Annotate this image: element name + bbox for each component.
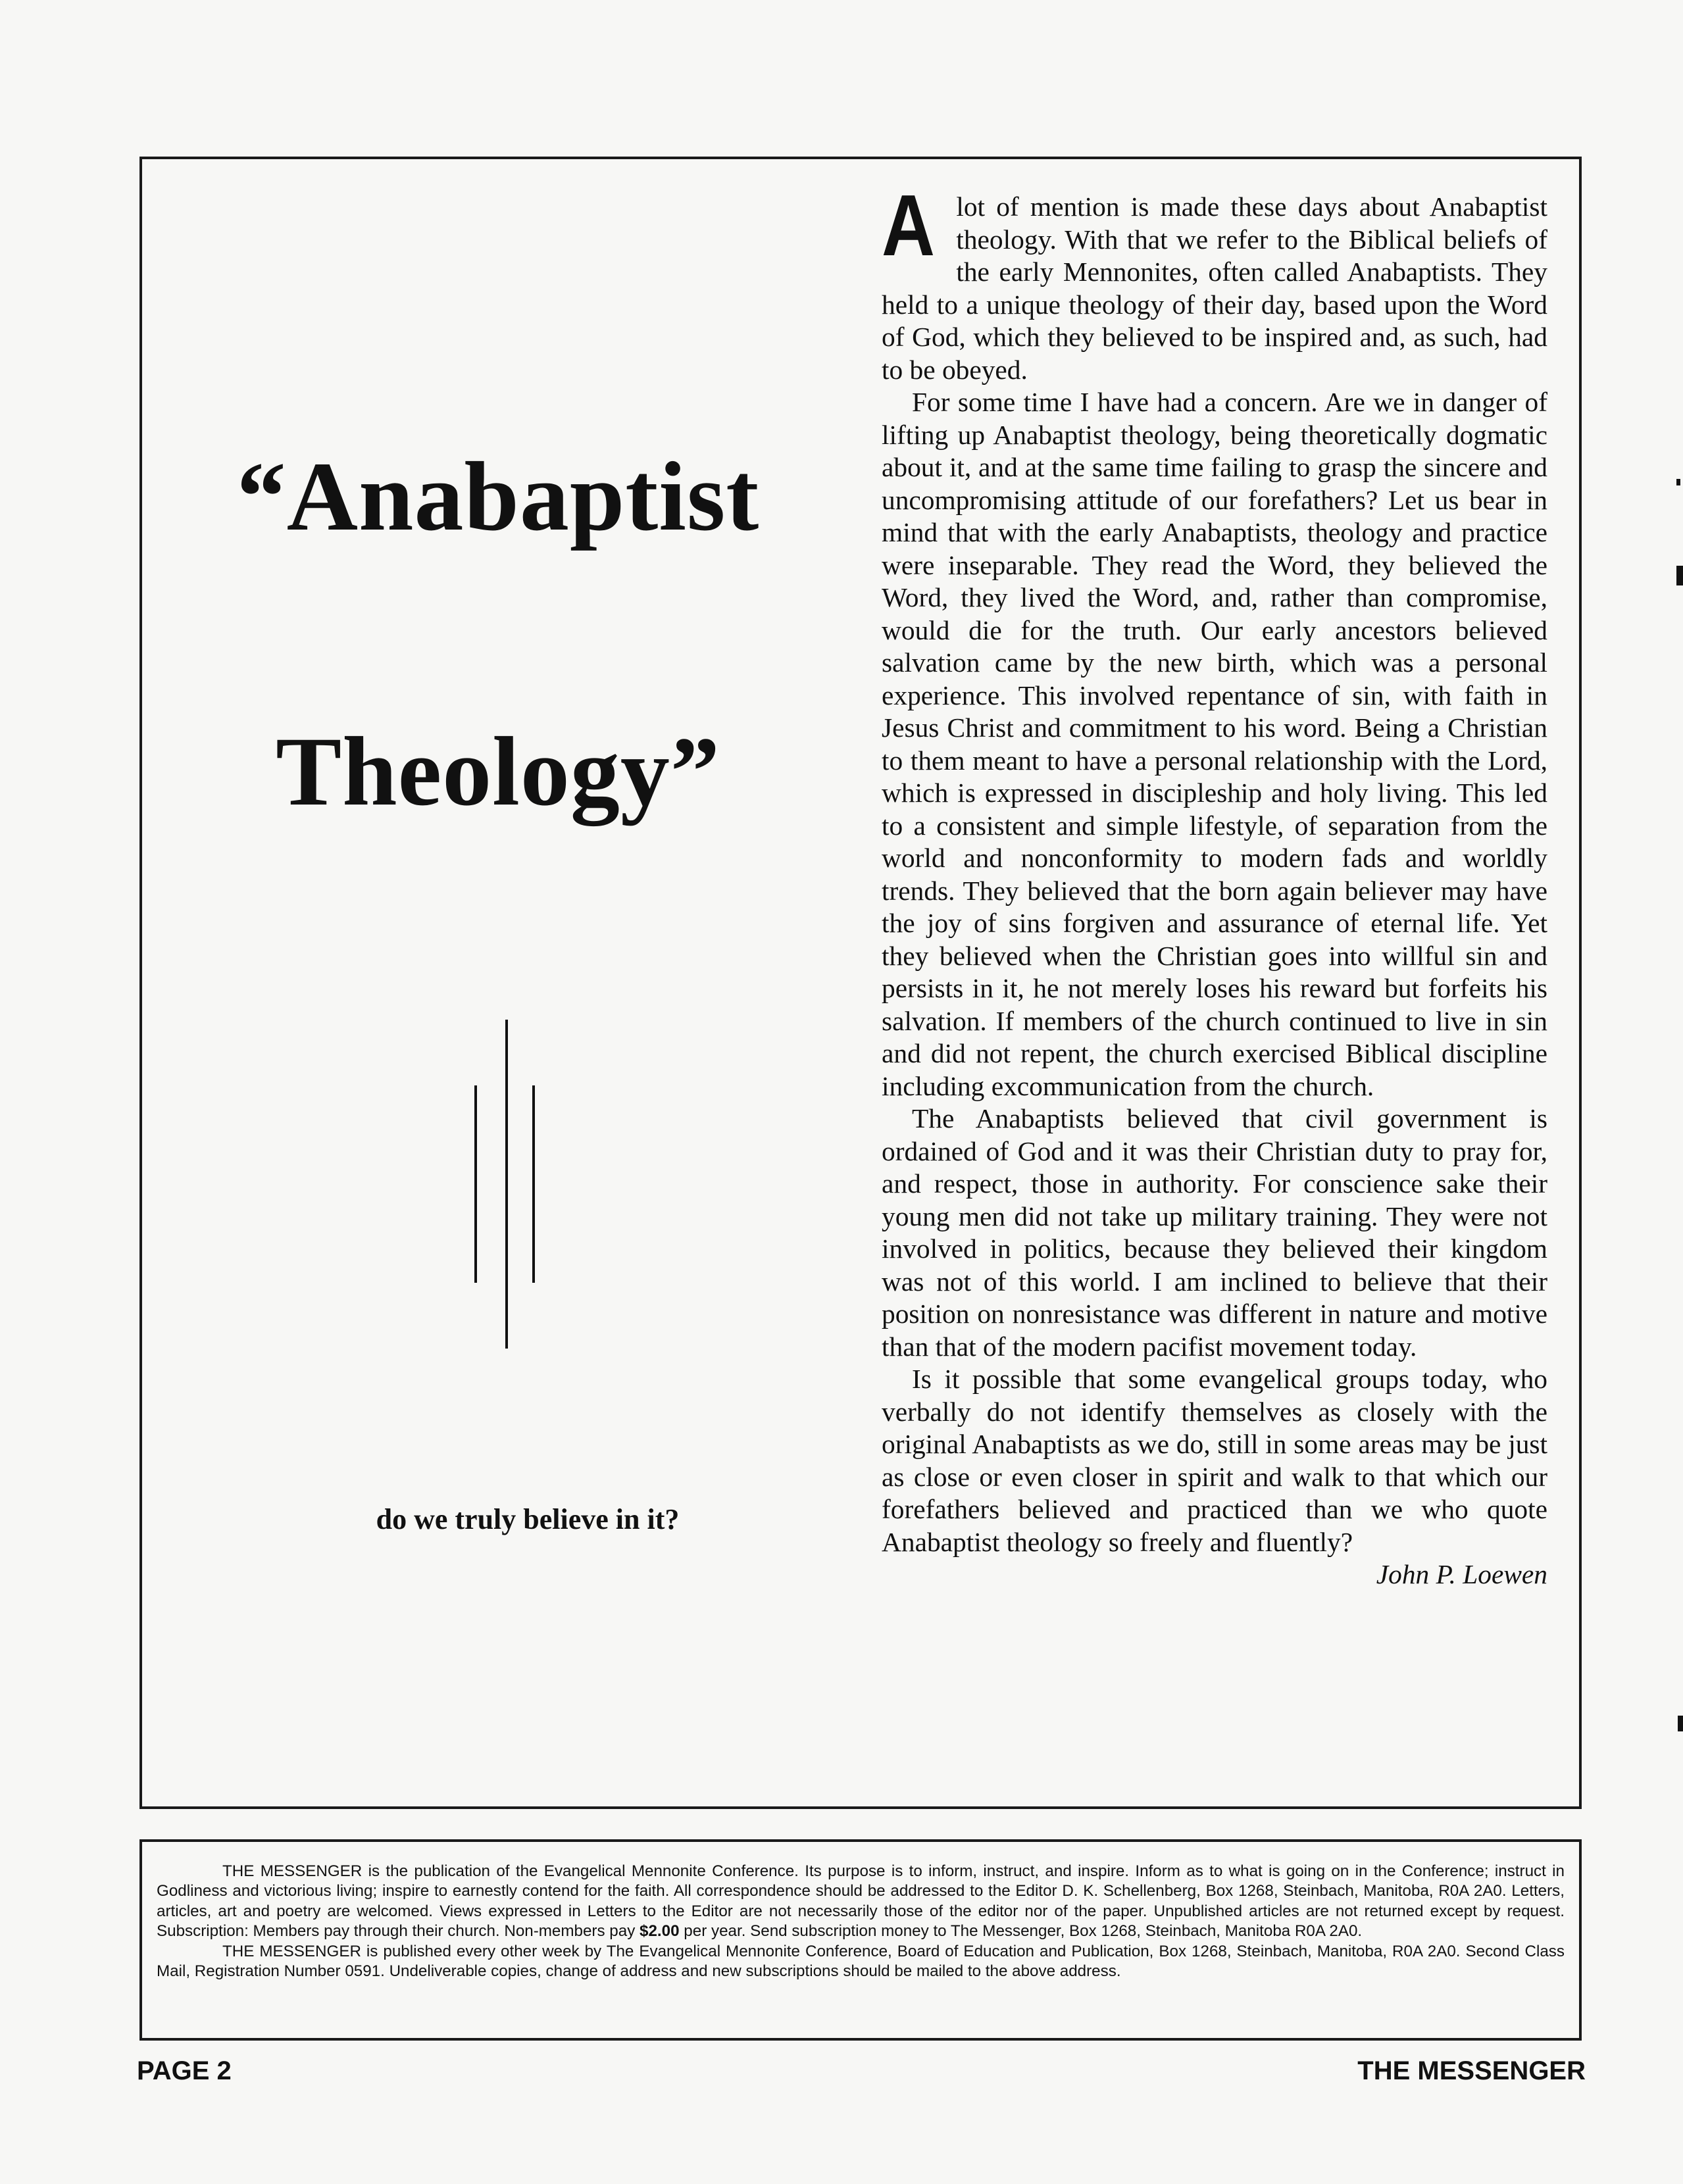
article-paragraph-3: The Anabaptists believed that civil government is ordained of God and it was their Christian duty to pray for, and respect, those in authority. For conscience sake their young men did not take up military training. They were not involved in politics, because they believed their kingdom was not of this world. I am inclined to believe that their position on nonresistance was different in nature and motive than that of the modern pacifist movement today. xyxy=(882,1103,1547,1362)
article-body xyxy=(882,177,1547,1591)
publication-name: THE MESSENGER xyxy=(1357,2056,1586,2085)
drop-cap: A xyxy=(882,177,936,274)
article-paragraph-1: Alot of mention is made these days about Anabaptist theology. With that we refer to the Biblical beliefs of the early Mennonites, often called Anabaptists. They held to a unique theology of their day, based upon the Word of God, which they believed to be inspired and, as such, had to be obeyed. xyxy=(882,177,1547,385)
headline-subtitle: do we truly believe in it? xyxy=(376,1503,680,1535)
info-paragraph-2: THE MESSENGER is published every other week by The Evangelical Mennonite Conference, Board of Education and Publication, Box 1268, Steinbach, Manitoba, R0A 2A0. Second Class Mail, Registration Number 0591. Undeliverable copies, change of address and new subscriptions should be mailed to the above address. xyxy=(157,1942,1565,1981)
signature-row xyxy=(882,1558,1547,1591)
headline-line-1: “Anabaptist xyxy=(236,442,760,551)
edge-mark xyxy=(1678,1716,1683,1731)
headline-line-2: Theology” xyxy=(276,717,720,826)
publication-info-box xyxy=(139,1839,1582,2041)
page-number: PAGE 2 xyxy=(137,2056,232,2085)
article-paragraph-4: Is it possible that some evangelical groups today, who verbally do not identify themselves as closely with the original Anabaptists as we do, still in some areas may be just as close or even closer in spirit and walk to that which our forefathers believed and practiced than we who quote Anabaptist theology so freely and fluently? xyxy=(882,1364,1547,1557)
vertical-lines-ornament xyxy=(461,1020,553,1349)
edge-mark xyxy=(1676,566,1683,585)
author-signature: John P. Loewen xyxy=(1376,1559,1547,1589)
subscription-price: $2.00 xyxy=(640,1922,680,1941)
edge-mark xyxy=(1676,479,1680,485)
info-paragraph-1: THE MESSENGER is the publication of the Evangelical Mennonite Conference. Its purpose is to inform, instruct, and inspire. Inform as to what is going on in the Conference; instruct in Godliness and victorious living; inspire to earnestly contend for the faith. All correspondence should be addressed to the Editor D. K. Schellenberg, Box 1268, Steinbach, Manitoba, R0A 2A0. Letters, articles, art and poetry are welcomed. Views expressed in Letters to the Editor are not necessarily those of the editor nor of the paper. Unpublished articles are not returned except by request. Subscription: Members pay through their church. Non-members pay $2.00 per year. Send subscription money to The Messenger, Box 1268, Steinbach, Manitoba R0A 2A0. xyxy=(157,1862,1565,1941)
article-paragraph-2: For some time I have had a concern. Are we in danger of lifting up Anabaptist theology, being theoretically dogmatic about it, and at the same time failing to grasp the sincere and uncompromising attitude of our forefathers? Let us bear in mind that with the early Anabaptists, theology and practice were inseparable. They read the Word, they believed the Word, they lived the Word, and, rather than compromise, would die for the truth. Our early ancestors believed salvation came by the new birth, which was a personal experience. This involved repentance of sin, with faith in Jesus Christ and commitment to his word. Being a Christian to them meant to have a personal relationship with the Lord, which is expressed in discipleship and holy living. This led to a consistent and simple lifestyle, of separation from the world and nonconformity to modern fads and worldly trends. They believed that the born again believer may have the joy of sins forgiven and assurance of eternal life. Yet they believed when the Christian goes into willful sin and persists in it, he not merely loses his reward but forfeits his salvation. If members of the church continued to live in sin and did not repent, the church exercised Biblical discipline including excommunication from the church. xyxy=(882,387,1547,1101)
